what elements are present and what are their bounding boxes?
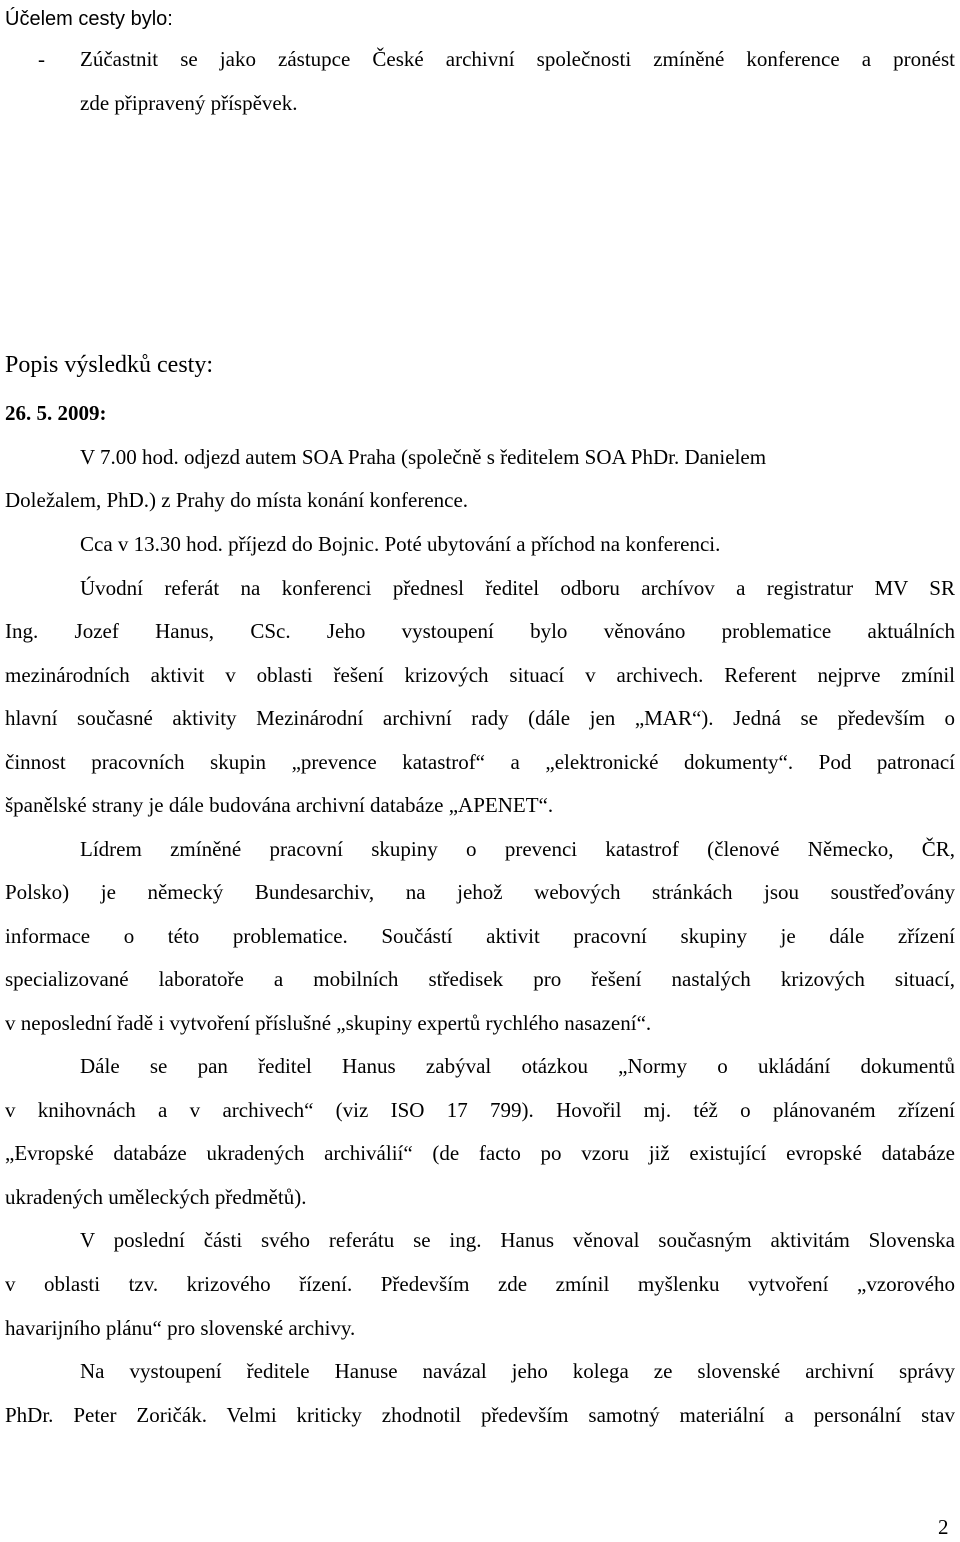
paragraph-line: Ing. Jozef Hanus, CSc. Jeho vystoupení bylo věnováno problematice aktuálních	[5, 619, 955, 643]
paragraph-line: hlavní současné aktivity Mezinárodní archivní rady (dále jen „MAR“). Jedná se především o	[5, 706, 955, 730]
paragraph-line: havarijního plánu“ pro slovenské archivy.	[5, 1316, 356, 1340]
paragraph-line: Doležalem, PhD.) z Prahy do místa konání konference.	[5, 488, 469, 512]
paragraph-line: mezinárodních aktivit v oblasti řešení krizových situací v archivech. Referent nejprve zmínil	[5, 663, 955, 687]
paragraph-line: specializované laboratoře a mobilních středisek pro řešení nastalých krizových situací,	[5, 967, 955, 991]
paragraph-line: Dále se pan ředitel Hanus zabýval otázkou „Normy o ukládání dokumentů	[80, 1054, 955, 1078]
paragraph-line: Na vystoupení ředitele Hanuse navázal jeho kolega ze slovenské archivní správy	[80, 1359, 955, 1383]
paragraph-line: španělské strany je dále budována archivní databáze „APENET“.	[5, 793, 554, 817]
paragraph-line: Cca v 13.30 hod. příjezd do Bojnic. Poté ubytování a příchod na konferenci.	[80, 532, 721, 556]
results-date: 26. 5. 2009:	[5, 401, 107, 425]
paragraph-line: činnost pracovních skupin „prevence katastrof“ a „elektronické dokumenty“. Pod patronací	[5, 750, 955, 774]
paragraph-line: ukradených uměleckých předmětů).	[5, 1185, 307, 1209]
results-heading: Popis výsledků cesty:	[5, 352, 213, 378]
paragraph-line: v oblasti tzv. krizového řízení. Především zde zmínil myšlenku vytvoření „vzorového	[5, 1272, 955, 1296]
bullet-dash: -	[38, 47, 45, 71]
bullet-text-line-1: Zúčastnit se jako zástupce České archivní společnosti zmíněné konference a pronést	[80, 47, 955, 71]
bullet-text-line-2: zde připravený příspěvek.	[80, 91, 298, 115]
page-number: 2	[938, 1515, 949, 1539]
paragraph-line: Polsko) je německý Bundesarchiv, na jehož webových stránkách jsou soustřeďovány	[5, 880, 955, 904]
paragraph-line: „Evropské databáze ukradených archiválií“ (de facto po vzoru již existující evropské databáze	[5, 1141, 955, 1165]
paragraph-line: v knihovnách a v archivech“ (viz ISO 17 799). Hovořil mj. též o plánovaném zřízení	[5, 1098, 955, 1122]
paragraph-line: V poslední části svého referátu se ing. Hanus věnoval současným aktivitám Slovenska	[80, 1228, 955, 1252]
paragraph-line: Lídrem zmíněné pracovní skupiny o prevenci katastrof (členové Německo, ČR,	[80, 837, 955, 861]
paragraph-line: PhDr. Peter Zoričák. Velmi kriticky zhodnotil především samotný materiální a personální stav	[5, 1403, 955, 1427]
paragraph-line: V 7.00 hod. odjezd autem SOA Praha (společně s ředitelem SOA PhDr. Danielem	[80, 445, 767, 469]
paragraph-line: v neposlední řadě i vytvoření příslušné „skupiny expertů rychlého nasazení“.	[5, 1011, 652, 1035]
purpose-heading: Účelem cesty bylo:	[5, 8, 173, 30]
paragraph-line: informace o této problematice. Součástí aktivit pracovní skupiny je dále zřízení	[5, 924, 955, 948]
paragraph-line: Úvodní referát na konferenci přednesl ředitel odboru archívov a registratur MV SR	[80, 576, 955, 600]
